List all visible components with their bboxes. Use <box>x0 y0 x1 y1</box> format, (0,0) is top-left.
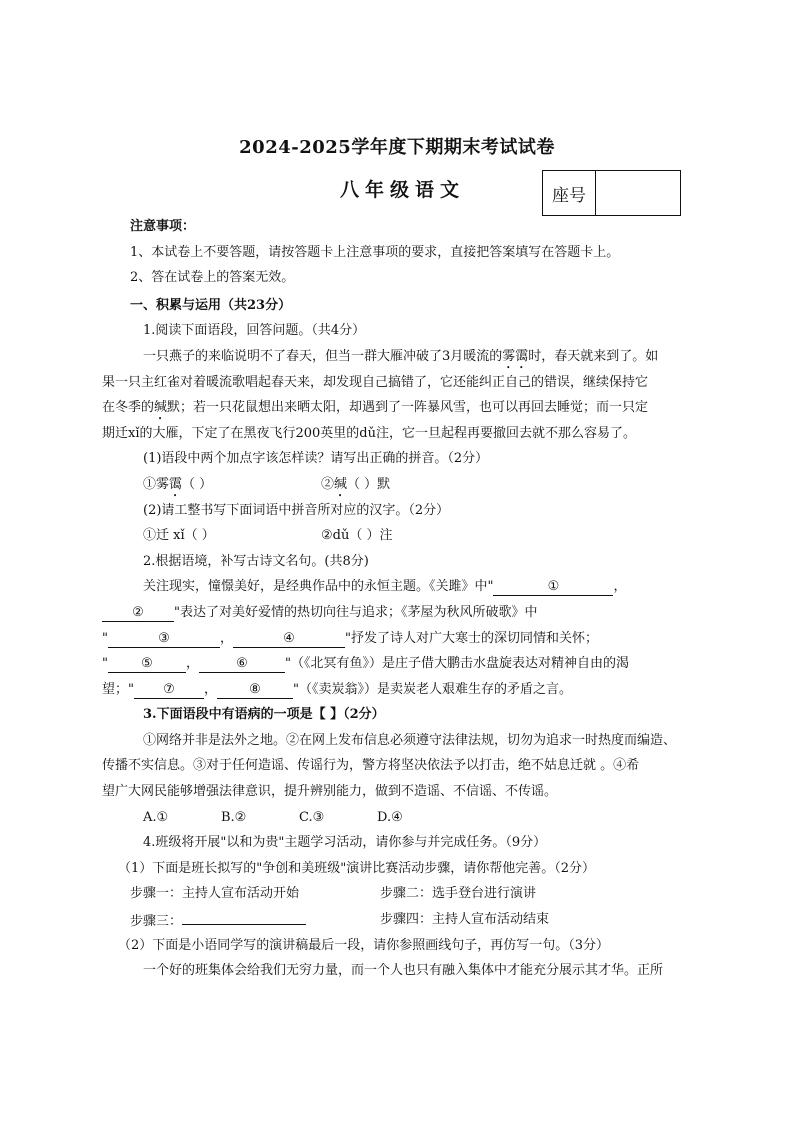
answer-blank[interactable]: ② <box>102 604 174 622</box>
q3-options <box>130 805 698 831</box>
step-3: 步骤三： <box>130 907 380 933</box>
q1-passage-line: 果一只主红雀对着暖流歌唱起春天来，却发现自己搞错了，它还能纠正自己的错误，继续保持它 <box>102 374 649 390</box>
answer-paren[interactable]: （ ） <box>182 476 213 492</box>
step-1: 步骤一：主持人宣布活动开始 <box>130 886 300 902</box>
q4-stem: 4.班级将开展"以和为贵"主题学习活动，请你参与并完成任务。（9分） <box>143 835 547 851</box>
q1-passage-line: 一只燕子的来临说明不了春天，但当一群大雁冲破了3月暖流的雾霭时，春天就来到了。如 <box>143 348 659 364</box>
q1-sub1-answers: ①雾霭（ ） ②缄（ ）默 <box>143 476 391 492</box>
answer-blank[interactable]: ① <box>493 578 613 596</box>
q1-passage-line: 在冬季的缄默；若一只花鼠想出来晒太阳，却遇到了一阵暴风雪，也可以再回去睡觉；而一只定 <box>102 400 649 416</box>
q2-line: " ③ ， ④ "抒发了诗人对广大寒士的深切同情和关怀； <box>102 630 598 646</box>
option-b[interactable]: B.② <box>221 809 247 825</box>
dotted-word: 缄 <box>154 400 168 416</box>
exam-body <box>102 214 698 984</box>
seat-number-box <box>542 170 681 216</box>
step-4: 步骤四：主持人宣布活动结束 <box>380 912 550 928</box>
step-2: 步骤二：选手登台进行演讲 <box>380 886 537 902</box>
q3-passage-line: ①网络并非是法外之地。②在网上发布信息必须遵守法律法规，切勿为追求一时热度而编造、 <box>143 732 677 748</box>
answer-blank[interactable]: ⑦ <box>134 681 204 699</box>
q4-steps-row <box>130 881 698 907</box>
section-heading: 一、积累与运用（共23分） <box>130 297 292 313</box>
exam-title: 2024-2025学年度下期期末考试试卷 <box>239 137 555 158</box>
answer-paren[interactable]: （ ）默 <box>347 476 391 492</box>
q3-stem: 3.下面语段中有语病的一项是【 】（2分） <box>143 707 385 723</box>
seat-number-field[interactable] <box>596 171 680 215</box>
option-c[interactable]: C.③ <box>299 809 325 825</box>
q4-passage-line: 一个好的班集体会给我们无穷力量，而一个人也只有融入集体中才能充分展示其才华。正所 <box>143 963 664 979</box>
answer-paren[interactable]: ①迁 xǐ（ ） <box>143 528 215 544</box>
answer-paren[interactable]: ②dǔ（ ）注 <box>321 528 393 544</box>
q1-stem: 1.阅读下面语段，回答问题。（共4分） <box>143 323 366 339</box>
q4-sub2: （2）下面是小语同学写的演讲稿最后一段，请你参照画线句子，再仿写一句。（3分） <box>118 937 610 953</box>
q3-passage-line: 望广大网民能够增强法律意识，提升辨别能力，做到不造谣、不信谣、不传谣。 <box>102 784 558 800</box>
notes-item-2: 2、答在试卷上的答案无效。 <box>130 270 295 286</box>
q4-sub1: （1）下面是班长拟写的"争创和美班级"演讲比赛活动步骤，请你帮他完善。（2分） <box>118 860 596 876</box>
dotted-word: 雾霭 <box>502 348 529 364</box>
answer-blank[interactable]: ⑧ <box>217 681 293 699</box>
seat-label: 座号 <box>543 171 596 215</box>
step-3-blank[interactable] <box>182 907 306 925</box>
q2-line: 望；" ⑦ ， ⑧ "（《卖炭翁》）是卖炭老人艰难生存的矛盾之言。 <box>102 681 572 697</box>
q2-line: " ⑤ ， ⑥ "（《北冥有鱼》）是庄子借大鹏击水盘旋表达对精神自由的渴 <box>102 656 629 672</box>
answer-blank[interactable]: ⑤ <box>108 655 186 673</box>
q1-passage-line: 期迁xǐ的大雁，下定了在黑夜飞行200英里的dǔ注，它一旦起程再要撤回去就不那么容易了。 <box>102 425 636 441</box>
q1-sub1: (1)语段中两个加点字该怎样读？请写出正确的拼音。（2分） <box>143 451 489 467</box>
option-d[interactable]: D.④ <box>377 809 403 825</box>
answer-blank[interactable]: ⑥ <box>199 655 285 673</box>
answer-blank[interactable]: ④ <box>233 630 345 648</box>
exam-subtitle: 八年级语文 <box>340 179 466 201</box>
notes-item-1: 1、本试卷上不要答题，请按答题卡上注意事项的要求，直接把答案填写在答题卡上。 <box>130 244 620 260</box>
notes-heading: 注意事项： <box>130 219 196 234</box>
q3-passage-line: 传播不实信息。③对于任何造谣、传谣行为，警方将坚决依法予以打击，绝不姑息迁就 。④希 <box>102 758 640 774</box>
q2-line: ② "表达了对美好爱情的热切向往与追求；《茅屋为秋风所破歌》中 <box>102 600 698 626</box>
option-a[interactable]: A.① <box>143 809 169 825</box>
q2-stem: 2.根据语境，补写古诗文名句。(共8分) <box>143 553 369 569</box>
q1-sub2-answers <box>130 523 698 549</box>
q2-line: 关注现实，憧憬美好，是经典作品中的永恒主题。《关雎》中" ① ， <box>143 579 627 595</box>
q4-steps-row <box>130 907 698 933</box>
answer-blank[interactable]: ③ <box>108 630 220 648</box>
q1-sub2: (2)请工整书写下面词语中拼音所对应的汉字。（2分） <box>143 502 450 518</box>
